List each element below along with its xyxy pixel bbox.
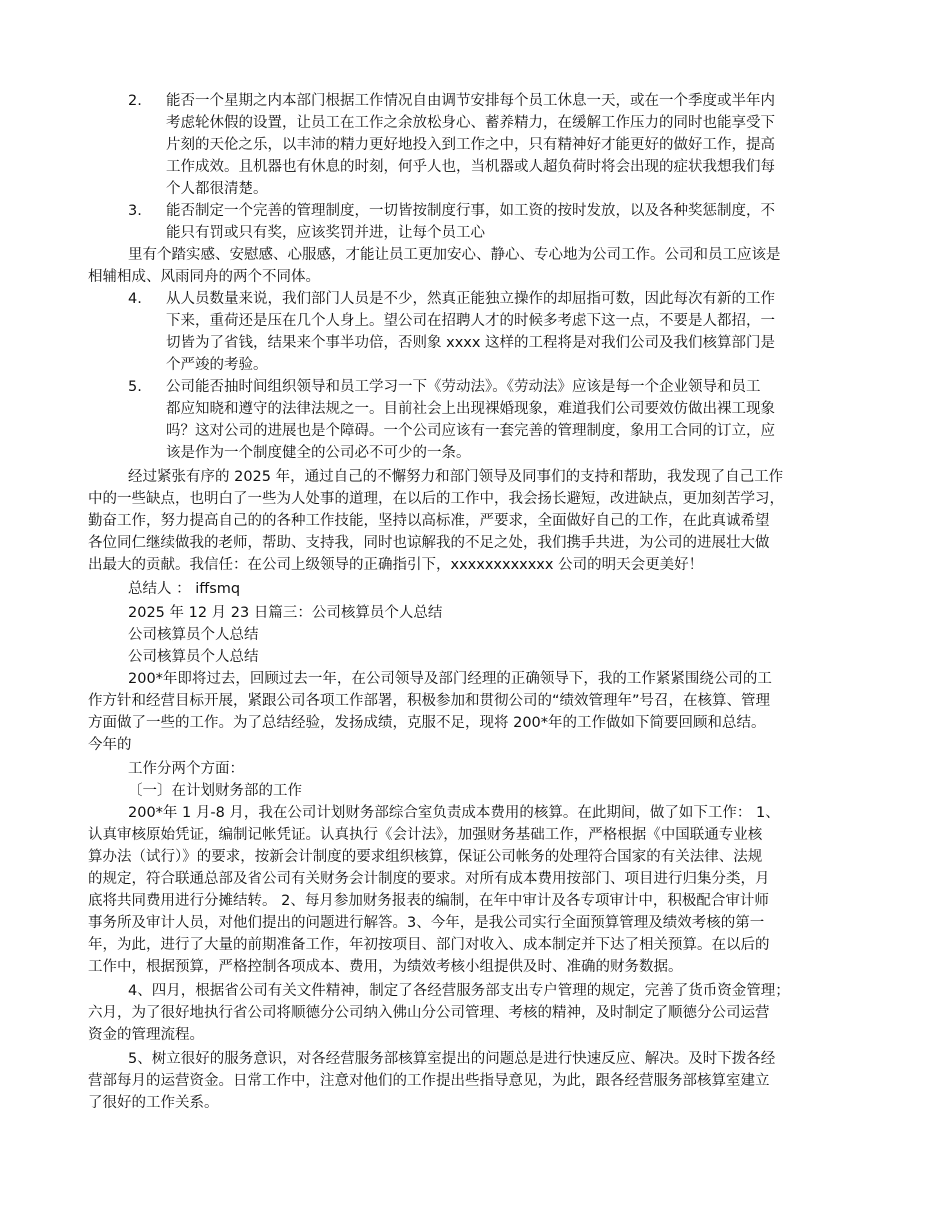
title-line: 公司核算员个人总结 xyxy=(128,627,259,643)
list-item-line: 能否一个星期之内本部门根据工作情况自由调节安排每个员工休息一天，或在一个季度或半年内 xyxy=(166,93,775,109)
paragraph-line: 里有个踏实感、安慰感、心服感，才能让员工更加安心、静心、专心地为公司工作。公司和员工应该是 xyxy=(128,247,781,263)
paragraph-line: 方面做了一些的工作。为了总结经验，发扬成绩，克服不足，现将 200*年的工作做如下简要回顾和总结。 xyxy=(88,715,766,731)
date-line: 2025 年 12 月 23 日篇三：公司核算员个人总结 xyxy=(128,605,443,621)
list-item-line: 该是作为一个制度健全的公司必不可少的一条。 xyxy=(166,445,471,461)
paragraph-line: 认真审核原始凭证，编制记帐凭证。认真执行《会计法》，加强财务基础工作，严格根据《中国联通专业核 xyxy=(88,827,763,843)
list-number: 5. xyxy=(128,379,142,395)
paragraph-line: 事务所及审计人员，对他们提出的问题进行解答。3、今年，是我公司实行全面预算管理及绩效考核的第一 xyxy=(88,915,765,931)
paragraph-line: 200*年 1 月-8 月，我在公司计划财务部综合室负责成本费用的核算。在此期间，做了如下工作： 1、 xyxy=(128,805,780,821)
paragraph-line: 的规定，符合联通总部及省公司有关财务会计制度的要求。对所有成本费用按部门、项目进行归集分类，月 xyxy=(88,871,770,887)
list-item-line: 吗？这对公司的进展也是个障碍。一个公司应该有一套完善的管理制度，象用工合同的订立，应 xyxy=(166,423,775,439)
list-item-line: 切皆为了省钱，结果来个事半功倍，否则象 xxxx 这样的工程将是对我们公司及我们核算部门是 xyxy=(166,335,776,351)
title-line: 公司核算员个人总结 xyxy=(128,649,259,665)
section-heading: 〔一〕在计划财务部的工作 xyxy=(128,783,302,799)
paragraph-line: 4、四月，根据省公司有关文件精神，制定了各经营服务部支出专户管理的规定，完善了货币资金管理； xyxy=(128,983,790,999)
paragraph-line: 今年的 xyxy=(88,737,132,753)
paragraph-line: 作方针和经营目标开展，紧跟公司各项工作部署，积极参加和贯彻公司的“绩效管理年”号召，在核算、管理 xyxy=(88,693,771,709)
list-item-line: 从人员数量来说，我们部门人员是不少，然真正能独立操作的却屈指可数，因此每次有新的工作 xyxy=(166,291,775,307)
paragraph-line: 底将共同费用进行分摊结转。 2、每月参加财务报表的编制，在年中审计及各专项审计中，积极配合审计师 xyxy=(88,893,769,909)
paragraph-line: 算办法（试行）》的要求，按新会计制度的要求组织核算，保证公司帐务的处理符合国家的有关法律、法规 xyxy=(88,849,763,865)
list-item-line: 个人都很清楚。 xyxy=(166,181,268,197)
paragraph-line: 营部每月的运营资金。日常工作中，注意对他们的工作提出些指导意见，为此，跟各经营服务部核算室建立 xyxy=(88,1073,770,1089)
list-number: 3. xyxy=(128,203,142,219)
list-item-line: 工作成效。且机器也有休息的时刻，何乎人也，当机器或人超负荷时将会出现的症状我想我们每 xyxy=(166,159,775,175)
list-item-line: 都应知晓和遵守的法律法规之一。目前社会上出现裸婚现象，难道我们公司要效仿做出裸工现象 xyxy=(166,401,775,417)
signoff: 总结人 ： iffsmq xyxy=(128,581,241,597)
paragraph-line: 各位同仁继续做我的老师，帮助、支持我，同时也谅解我的不足之处，我们携手共进，为公司的进展壮大做 xyxy=(88,535,770,551)
list-item-line: 个严竣的考验。 xyxy=(166,357,268,373)
paragraph-line: 200*年即将过去，回顾过去一年，在公司领导及部门经理的正确领导下，我的工作紧紧围绕公司的工 xyxy=(128,671,772,687)
paragraph-line: 资金的管理流程。 xyxy=(88,1027,204,1043)
list-item-line: 片刻的天伦之乐，以丰沛的精力更好地投入到工作之中，只有精神好才能更好的做好工作，提高 xyxy=(166,137,775,153)
section-intro: 工作分两个方面： xyxy=(128,761,244,777)
list-item-line: 下来，重荷还是压在几个人身上。望公司在招聘人才的时候多考虑下这一点，不要是人都招，一 xyxy=(166,313,775,329)
paragraph-line: 经过紧张有序的 2025 年，通过自己的不懈努力和部门领导及同事们的支持和帮助，我发现了自己工作 xyxy=(128,469,784,485)
paragraph-line: 了很好的工作关系。 xyxy=(88,1095,219,1111)
paragraph-line: 相辅相成、风雨同舟的两个不同体。 xyxy=(88,269,320,285)
list-item-line: 公司能否抽时间组织领导和员工学习一下《劳动法》。《劳动法》应该是每一个企业领导和员工 xyxy=(166,379,761,395)
paragraph-line: 六月，为了很好地执行省公司将顺德分公司纳入佛山分公司管理、考核的精神，及时制定了顺德分公司运营 xyxy=(88,1005,770,1021)
paragraph-line: 中的一些缺点，也明白了一些为人处事的道理，在以后的工作中，我会扬长避短，改进缺点，更加刻苦学习， xyxy=(88,491,784,507)
paragraph-line: 年，为此，进行了大量的前期准备工作，年初按项目、部门对收入、成本制定并下达了相关预算。在以后的 xyxy=(88,937,770,953)
list-item-line: 考虑轮休假的设置，让员工在工作之余放松身心、蓄养精力，在缓解工作压力的同时也能享受下 xyxy=(166,115,775,131)
paragraph-line: 5、树立很好的服务意识，对各经营服务部核算室提出的问题总是进行快速反应、解决。及时下拨各经 xyxy=(128,1051,776,1067)
paragraph-line: 出最大的贡献。我信任：在公司上级领导的正确指引下，xxxxxxxxxxxx 公司的明天会更美好！ xyxy=(88,557,704,573)
list-item-line: 能否制定一个完善的管理制度，一切皆按制度行事，如工资的按时发放，以及各种奖惩制度，不 xyxy=(166,203,775,219)
list-number: 2. xyxy=(128,93,142,109)
list-number: 4. xyxy=(128,291,142,307)
paragraph-line: 勤奋工作，努力提高自己的的各种工作技能，坚持以高标准，严要求，全面做好自己的工作，在此真诚希望 xyxy=(88,513,770,529)
list-item-line: 能只有罚或只有奖，应该奖罚并进，让每个员工心 xyxy=(166,225,485,241)
paragraph-line: 工作中，根据预算，严格控制各项成本、费用，为绩效考核小组提供及时、准确的财务数据。 xyxy=(88,959,683,975)
